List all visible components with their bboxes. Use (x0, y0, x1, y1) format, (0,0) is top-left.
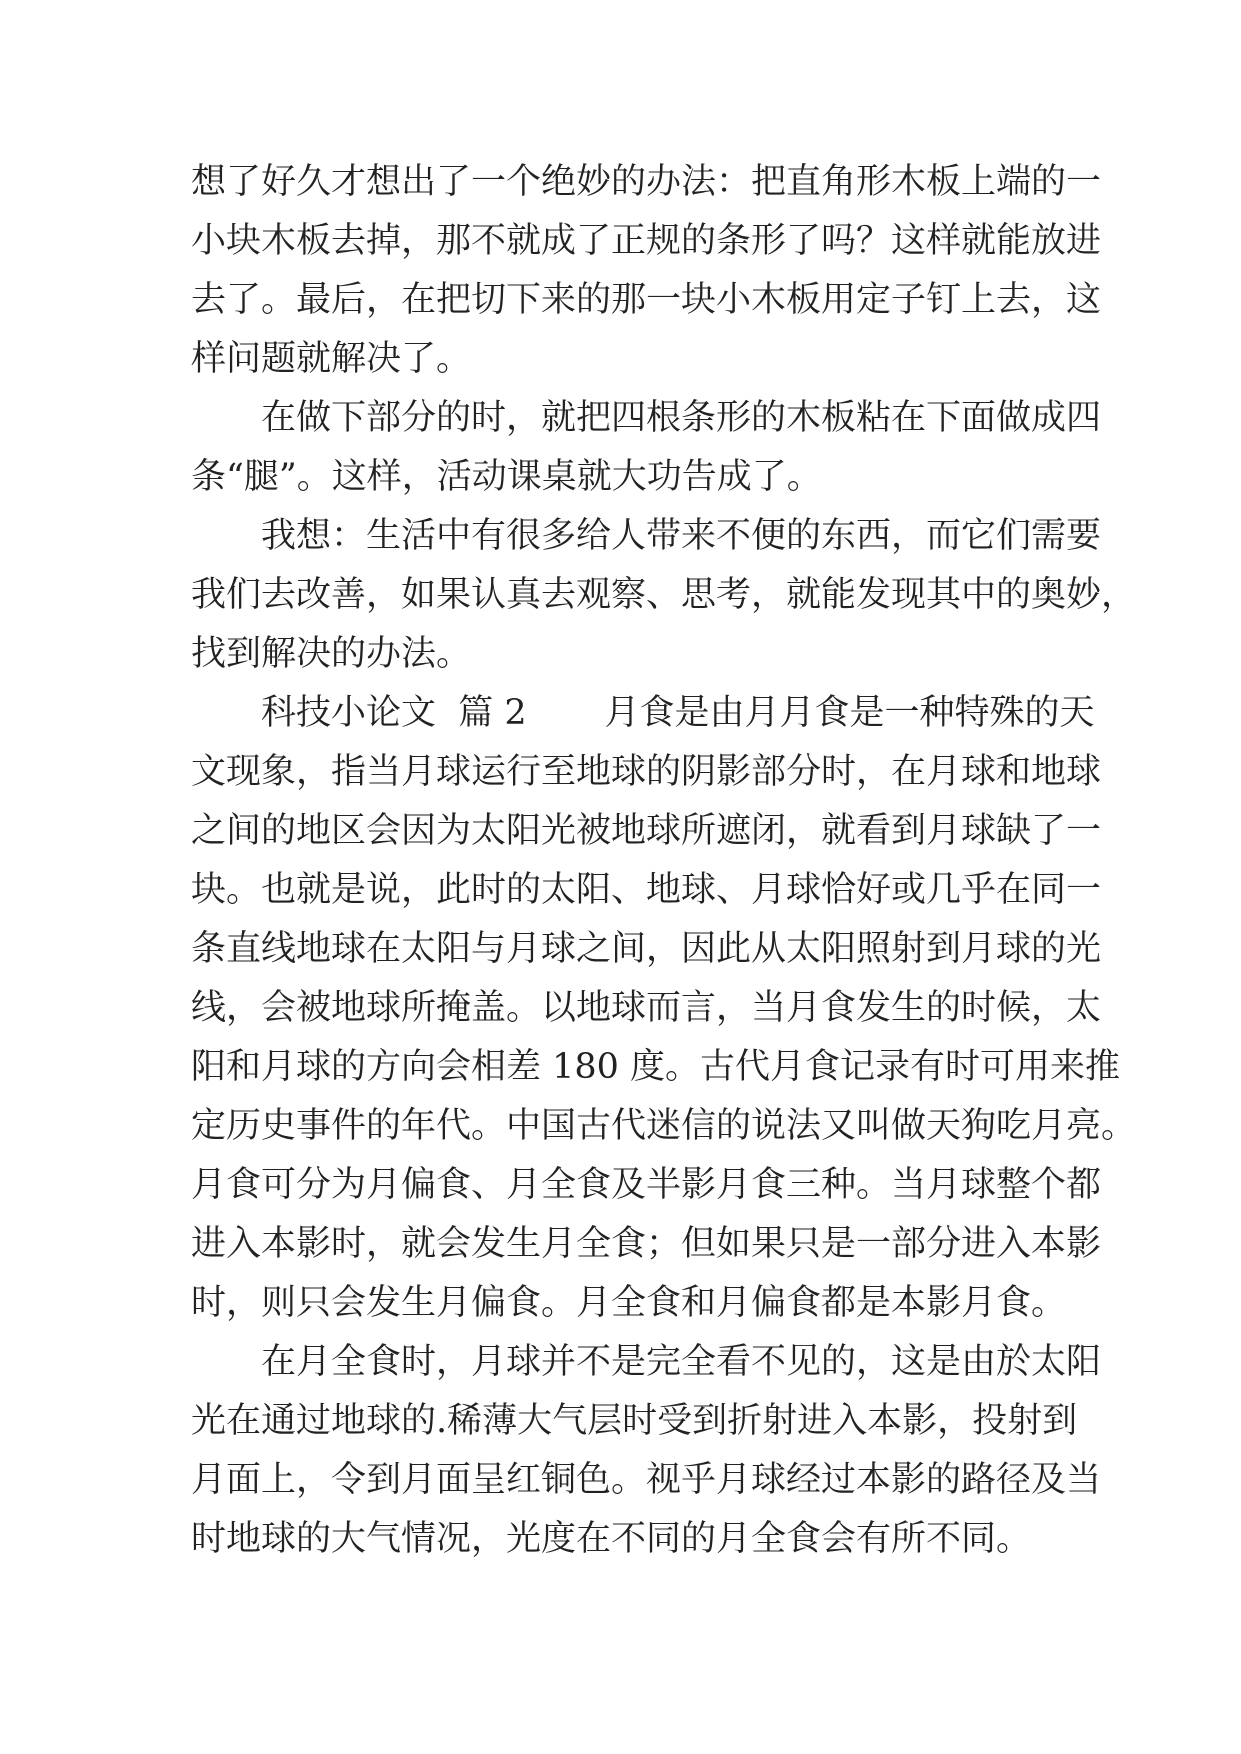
paragraph-line: 去了。最后，在把切下来的那一块小木板用定子钉上去，这 (191, 280, 1102, 320)
paragraph-line: 在做下部分的时，就把四根条形的木板粘在下面做成四 (261, 398, 1102, 438)
paragraph-line: 之间的地区会因为太阳光被地球所遮闭，就看到月球缺了一 (191, 811, 1102, 851)
paragraph-5 (191, 1333, 1102, 1569)
paragraph-3 (191, 507, 1137, 684)
paragraph-line: 月面上，令到月面呈红铜色。视乎月球经过本影的路径及当 (191, 1460, 1102, 1500)
paragraph-line: 样问题就解决了。 (191, 339, 472, 379)
paragraph-line: 月食可分为月偏食、月全食及半影月食三种。当月球整个都 (191, 1165, 1102, 1205)
paragraph-line: 想了好久才想出了一个绝妙的办法：把直角形木板上端的一 (191, 162, 1102, 202)
paragraph-line: 阳和月球的方向会相差 180 度。古代月食记录有时可用来推 (191, 1047, 1121, 1087)
paragraph-line: 我想：生活中有很多给人带来不便的东西，而它们需要 (261, 516, 1102, 556)
section-heading-line: 科技小论文 篇 2 月食是由月月食是一种特殊的天 (261, 693, 1095, 733)
paragraph-line: 我们去改善，如果认真去观察、思考，就能发现其中的奥妙， (191, 575, 1137, 615)
paragraph-4 (191, 684, 1137, 1333)
paragraph-line: 在月全食时，月球并不是完全看不见的，这是由於太阳 (261, 1342, 1102, 1382)
paragraph-line: 时地球的大气情况，光度在不同的月全食会有所不同。 (191, 1519, 1032, 1559)
paragraph-line: 线，会被地球所掩盖。以地球而言，当月食发生的时候，太 (191, 988, 1102, 1028)
document-body (191, 153, 1137, 1569)
paragraph-line: 块。也就是说，此时的太阳、地球、月球恰好或几乎在同一 (191, 870, 1102, 910)
paragraph-line: 进入本影时，就会发生月全食；但如果只是一部分进入本影 (191, 1224, 1102, 1264)
paragraph-line: 条直线地球在太阳与月球之间，因此从太阳照射到月球的光 (191, 929, 1102, 969)
paragraph-line: 找到解决的办法。 (191, 634, 472, 674)
paragraph-1 (191, 153, 1102, 389)
paragraph-line: 小块木板去掉，那不就成了正规的条形了吗？这样就能放进 (191, 221, 1102, 261)
paragraph-line: 定历史事件的年代。中国古代迷信的说法又叫做天狗吃月亮。 (191, 1106, 1137, 1146)
paragraph-2 (191, 389, 1102, 507)
paragraph-line: 文现象，指当月球运行至地球的阴影部分时，在月球和地球 (191, 752, 1102, 792)
paragraph-line: 时，则只会发生月偏食。月全食和月偏食都是本影月食。 (191, 1283, 1067, 1323)
paragraph-line: 条“腿”。这样，活动课桌就大功告成了。 (191, 457, 822, 497)
paragraph-line: 光在通过地球的.稀薄大气层时受到折射进入本影，投射到 (191, 1401, 1078, 1441)
